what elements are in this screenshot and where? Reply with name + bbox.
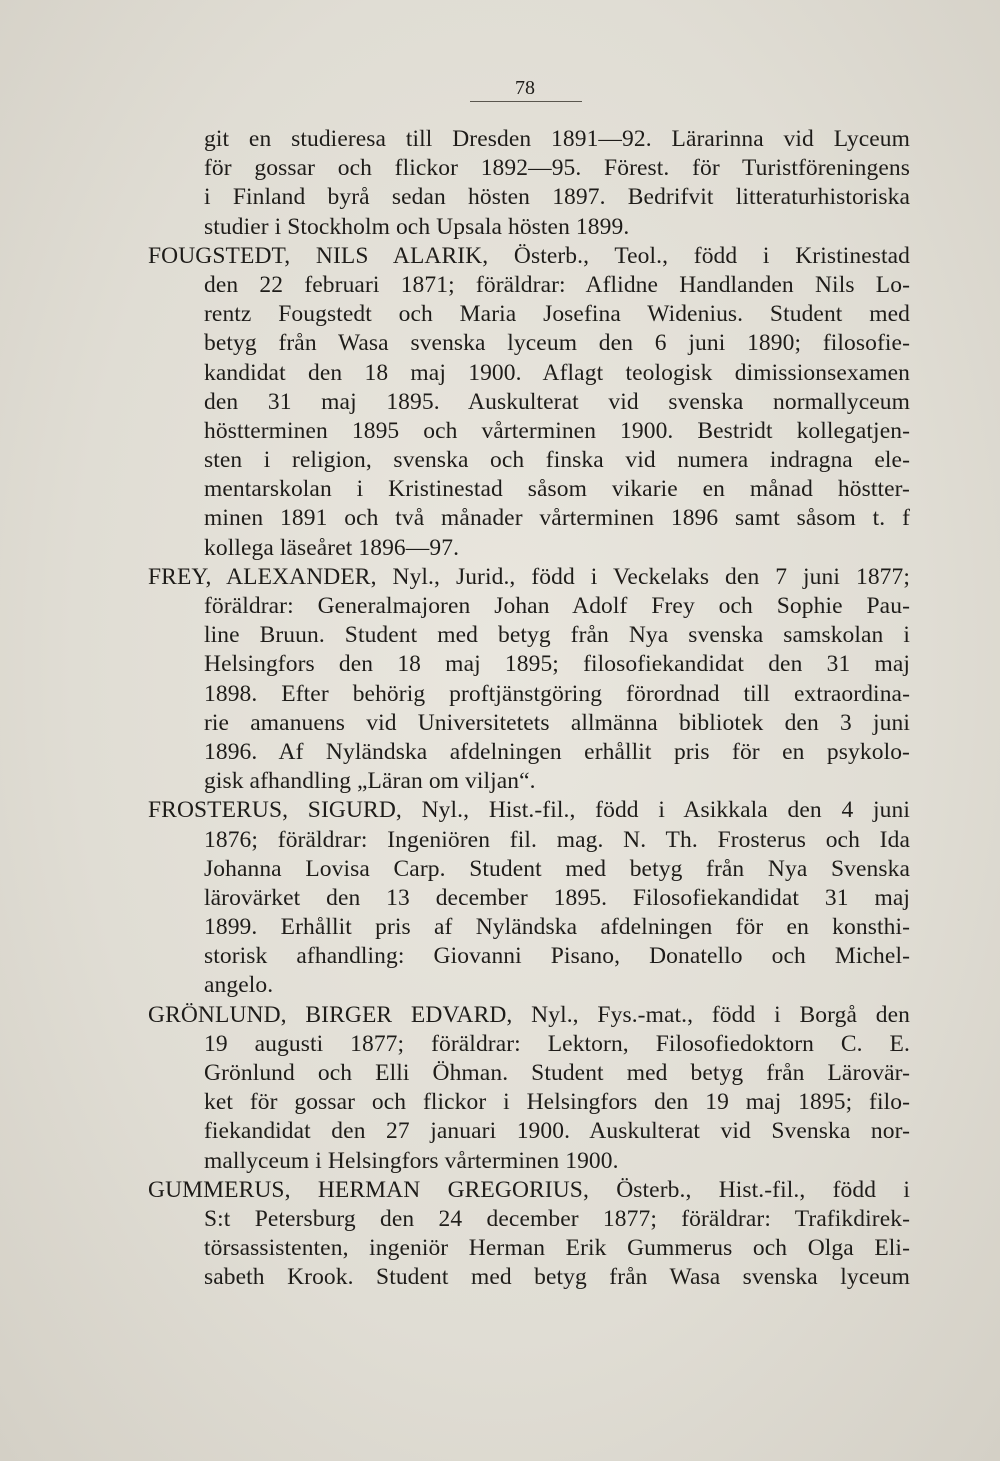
text-line: sabeth Krook. Student med betyg från Wasa svenska lyceum: [204, 1264, 910, 1291]
text-line: GUMMERUS, HERMAN GREGORIUS, Österb., Hist.-fil., född i: [148, 1176, 910, 1203]
text-line: S:t Petersburg den 24 december 1877; föräldrar: Trafikdirek-: [204, 1205, 910, 1232]
text-line: Helsingfors den 18 maj 1895; filosofiekandidat den 31 maj: [204, 651, 910, 678]
text-line: 1896. Af Nyländska afdelningen erhållit pris för en psykolo-: [204, 738, 910, 765]
text-line: git en studieresa till Dresden 1891—92. Lärarinna vid Lyceum: [204, 126, 910, 152]
page-number-rule: [470, 101, 582, 102]
text-line: rie amanuens vid Universitetets allmänna bibliotek den 3 juni: [204, 709, 910, 736]
text-line: törsassistenten, ingeniör Herman Erik Gummerus och Olga Eli-: [204, 1235, 910, 1262]
text-line: höstterminen 1895 och vårterminen 1900. Bestridt kollegatjen-: [204, 417, 910, 444]
page-number: 78: [515, 77, 535, 99]
text-line: storisk afhandling: Giovanni Pisano, Donatello och Michel-: [204, 943, 910, 970]
text-line: FREY, ALEXANDER, Nyl., Jurid., född i Veckelaks den 7 juni 1877;: [148, 563, 910, 590]
text-line: för gossar och flickor 1892—95. Förest. för Turistföreningens: [204, 155, 910, 182]
text-line: mallyceum i Helsingfors vårterminen 1900.: [204, 1147, 619, 1174]
text-line: 1876; föräldrar: Ingeniören fil. mag. N. Th. Frosterus och Ida: [204, 826, 910, 853]
text-line: sten i religion, svenska och finska vid numera indragna ele-: [204, 447, 910, 474]
text-line: minen 1891 och två månader vårterminen 1896 samt såsom t. f: [204, 505, 910, 532]
text-line: ket för gossar och flickor i Helsingfors den 19 maj 1895; filo-: [204, 1089, 910, 1116]
text-line: gisk afhandling „Läran om viljan“.: [204, 768, 536, 795]
text-line: fiekandidat den 27 januari 1900. Auskulterat vid Svenska nor-: [204, 1118, 910, 1145]
body-text: [148, 125, 910, 1293]
text-line: GRÖNLUND, BIRGER EDVARD, Nyl., Fys.-mat., född i Borgå den: [148, 1001, 910, 1028]
text-line: line Bruun. Student med betyg från Nya svenska samskolan i: [204, 622, 910, 649]
text-line: studier i Stockholm och Upsala hösten 1899.: [204, 213, 630, 240]
text-line: i Finland byrå sedan hösten 1897. Bedrifvit litteraturhistoriska: [204, 184, 910, 211]
text-line: 1899. Erhållit pris af Nyländska afdelningen för en konsthi-: [204, 914, 910, 941]
text-line: betyg från Wasa svenska lyceum den 6 juni 1890; filosofie-: [204, 330, 910, 357]
text-line: rentz Fougstedt och Maria Josefina Widenius. Student med: [204, 301, 910, 328]
text-line: FOUGSTEDT, NILS ALARIK, Österb., Teol., född i Kristinestad: [148, 242, 910, 269]
text-line: mentarskolan i Kristinestad såsom vikarie en månad höstter-: [204, 476, 910, 503]
text-line: lärovärket den 13 december 1895. Filosofiekandidat 31 maj: [204, 884, 910, 911]
text-line: den 22 februari 1871; föräldrar: Aflidne Handlanden Nils Lo-: [204, 271, 910, 298]
text-line: kandidat den 18 maj 1900. Aflagt teologisk dimissionsexamen: [204, 359, 910, 386]
text-line: FROSTERUS, SIGURD, Nyl., Hist.-fil., född i Asikkala den 4 juni: [148, 797, 910, 824]
text-line: föräldrar: Generalmajoren Johan Adolf Frey och Sophie Pau-: [204, 593, 910, 619]
text-line: 19 augusti 1877; föräldrar: Lektorn, Filosofiedoktorn C. E.: [204, 1030, 910, 1057]
text-line: 1898. Efter behörig proftjänstgöring förordnad till extraordina-: [204, 680, 910, 707]
text-line: kollega läseåret 1896—97.: [204, 534, 460, 561]
text-line: den 31 maj 1895. Auskulterat vid svenska normallyceum: [204, 388, 910, 415]
text-line: Grönlund och Elli Öhman. Student med betyg från Lärovär-: [204, 1060, 910, 1086]
text-line: angelo.: [204, 972, 274, 999]
text-line: Johanna Lovisa Carp. Student med betyg från Nya Svenska: [204, 855, 910, 882]
